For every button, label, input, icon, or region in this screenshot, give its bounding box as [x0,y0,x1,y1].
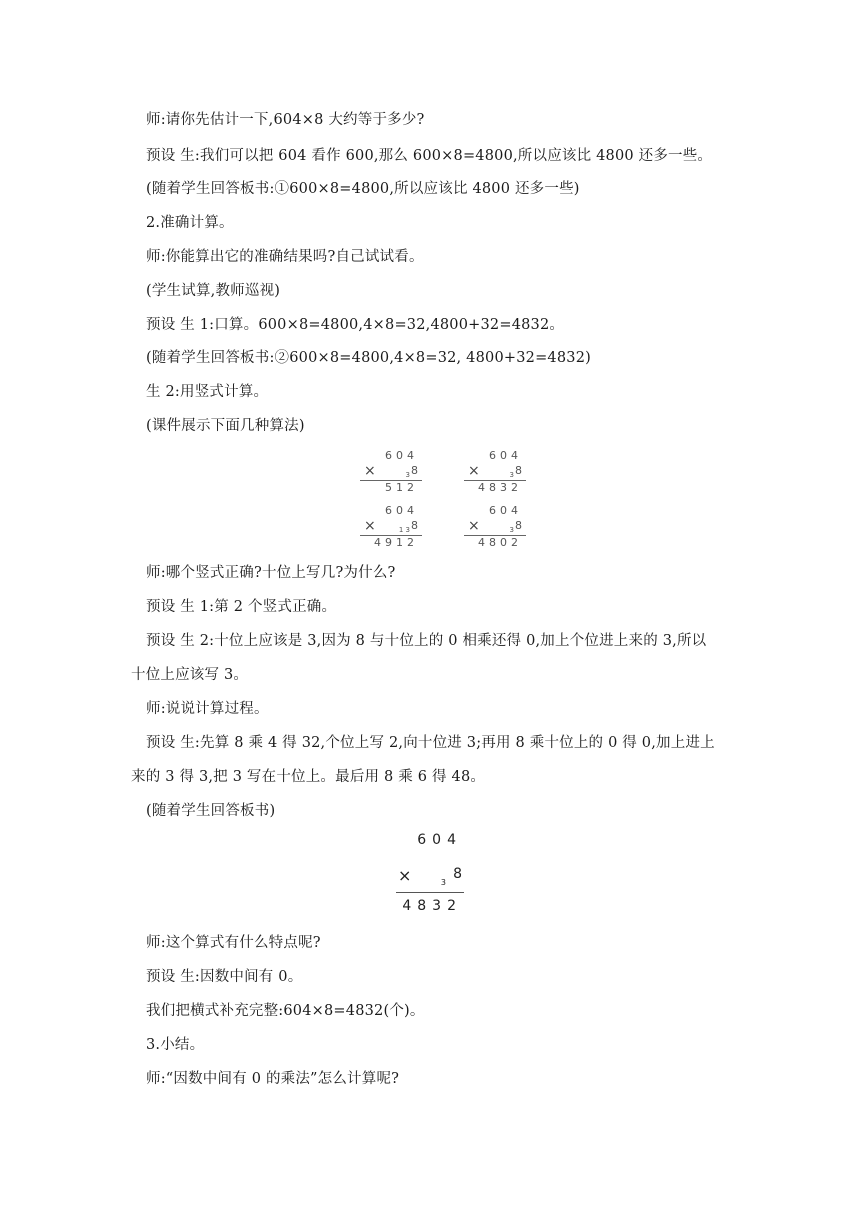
times-sign: × [364,463,376,479]
multiplicand: 604 [489,449,522,462]
text-line: (课件展示下面几种算法) [146,418,305,434]
section-heading: 2.准确计算。 [146,215,234,231]
product: 512 [385,481,418,494]
vertical-calc-3 [360,504,422,550]
times-sign: × [468,518,480,534]
multiplier: 8 [411,464,418,477]
multiplicand: 604 [417,832,462,848]
multiplier: 8 [411,519,418,532]
section-heading: 3.小结。 [146,1037,205,1053]
text-line: 预设 生:因数中间有 0。 [146,969,303,985]
text-line: 预设 生 2:十位上应该是 3,因为 8 与十位上的 0 相乘还得 0,加上个位进上来的 3,所以 [146,633,707,649]
text-line: (学生试算,教师巡视) [146,283,281,299]
carry-digit: 3 [509,526,514,534]
multiplier: 8 [515,519,522,532]
carry-digit: 3 [405,471,410,479]
text-line: 预设 生 1:口算。600×8=4800,4×8=32,4800+32=4832。 [146,317,565,333]
product: 4832 [402,898,462,914]
times-sign: × [364,518,376,534]
text-line: (随着学生回答板书) [146,803,276,819]
multiplicand: 604 [385,504,418,517]
text-line: 师:这个算式有什么特点呢? [146,935,321,951]
text-line: 师:你能算出它的准确结果吗?自己试试看。 [146,249,424,265]
vertical-calc-1 [360,449,422,495]
text-line: 师:哪个竖式正确?十位上写几?为什么? [146,565,396,581]
board-vertical-calc [396,832,464,922]
carry-digit: 1 3 [398,526,410,534]
text-line: 师:“因数中间有 0 的乘法”怎么计算呢? [146,1071,400,1087]
multiplicand: 604 [385,449,418,462]
calc-rule [396,892,464,893]
vertical-calc-2 [464,449,526,495]
text-line: 十位上应该写 3。 [131,667,249,683]
product: 4802 [478,536,522,549]
times-sign: × [398,866,412,885]
text-line: 我们把横式补充完整:604×8=4832(个)。 [146,1003,425,1019]
vertical-calc-4 [464,504,526,550]
carry-digit: 3 [509,471,514,479]
text-line: (随着学生回答板书:②600×8=4800,4×8=32, 4800+32=4832) [146,350,591,366]
multiplier: 8 [453,866,462,882]
carry-digit: 3 [440,878,446,887]
text-line: 师:说说计算过程。 [146,701,269,717]
text-line: 生 2:用竖式计算。 [146,384,269,400]
text-line: 预设 生 1:第 2 个竖式正确。 [146,599,337,615]
product: 4832 [478,481,522,494]
text-line: 来的 3 得 3,把 3 写在十位上。最后用 8 乘 6 得 48。 [131,769,486,785]
multiplicand: 604 [489,504,522,517]
product: 4912 [374,536,418,549]
text-line: (随着学生回答板书:①600×8=4800,所以应该比 4800 还多一些) [146,181,580,197]
text-line: 预设 生:先算 8 乘 4 得 32,个位上写 2,向十位进 3;再用 8 乘十位上的 0 得 0,加上进上 [146,735,715,751]
times-sign: × [468,463,480,479]
multiplier: 8 [515,464,522,477]
text-line: 师:请你先估计一下,604×8 大约等于多少? [146,112,425,128]
text-line: 预设 生:我们可以把 604 看作 600,那么 600×8=4800,所以应该比 4800 还多一些。 [146,148,713,164]
